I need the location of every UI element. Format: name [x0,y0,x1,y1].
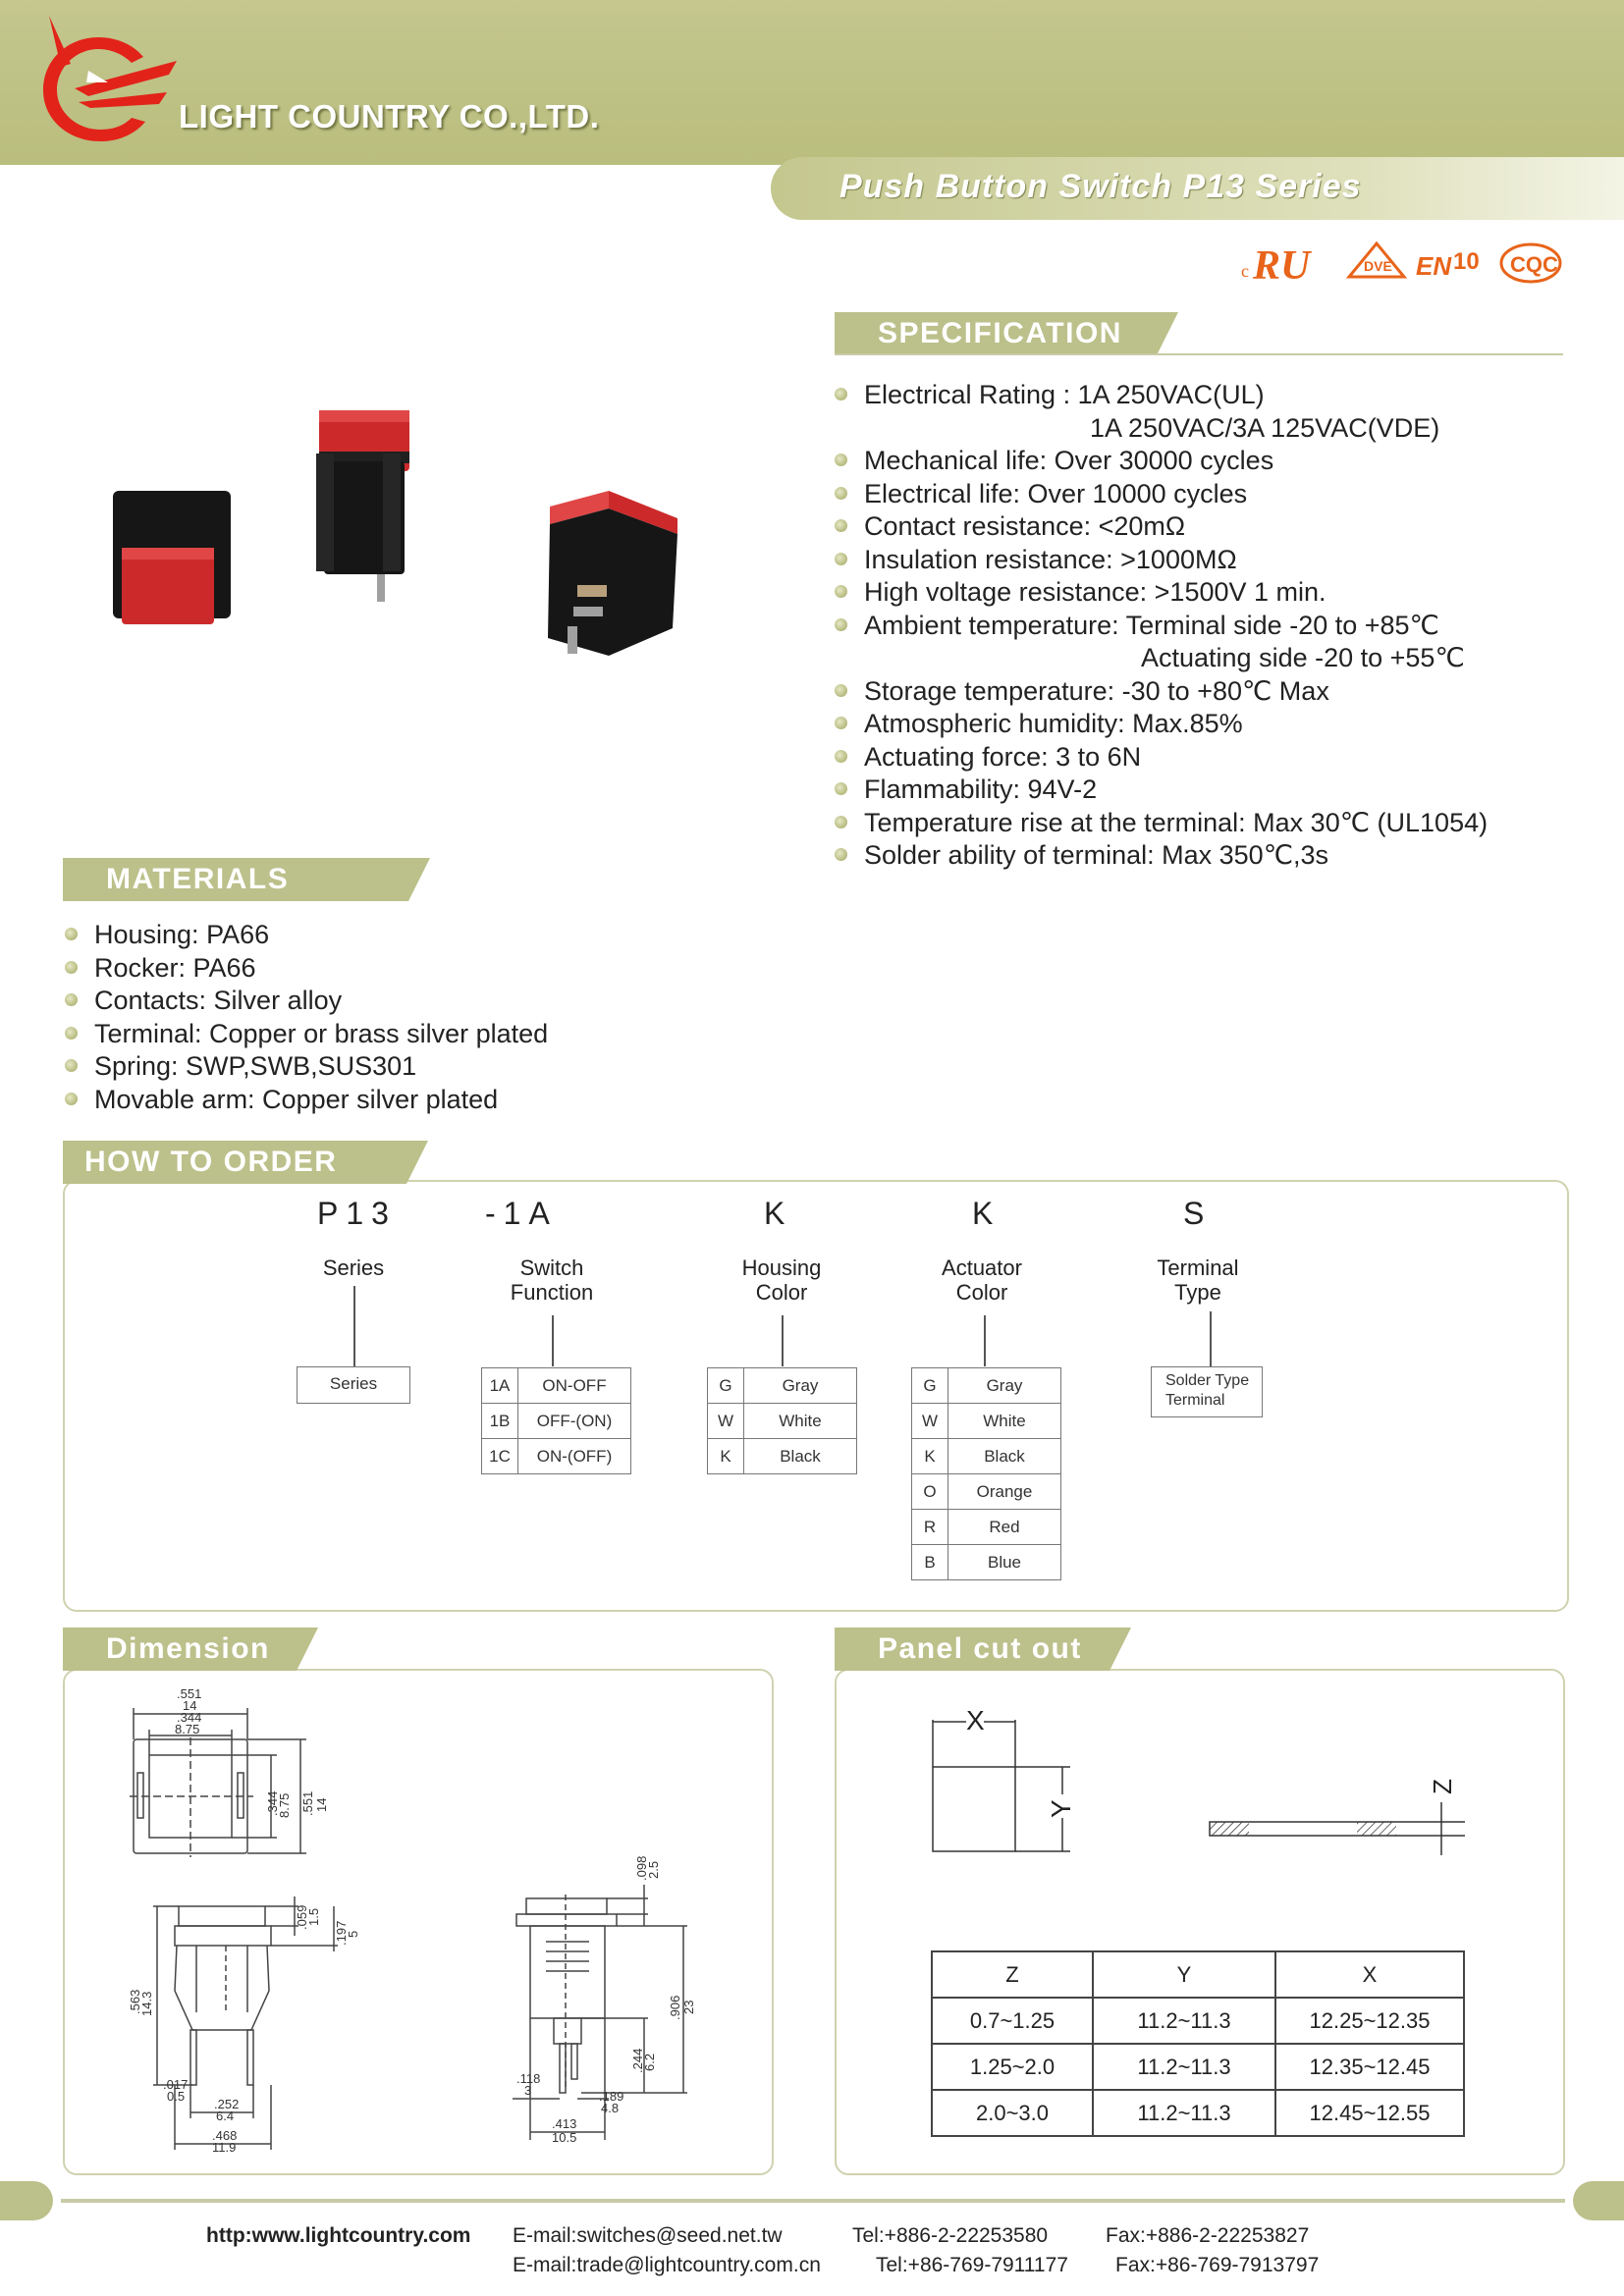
bullet-icon [65,928,78,940]
order-label-terminal: Terminal Type [1157,1255,1239,1305]
vde-cert-icon [1349,243,1404,277]
bullet-icon [835,684,847,697]
switch-photo-side [316,410,409,602]
table-row: G Gray [708,1368,857,1404]
svg-text:2.5: 2.5 [646,1860,661,1879]
dimension-drawing [98,1679,727,2160]
svg-text:.098: .098 [634,1855,649,1881]
function-options-table [481,1367,631,1474]
svg-text:0.5: 0.5 [167,2089,186,2104]
spec-item: Electrical Rating : 1A 250VAC(UL) [835,379,1488,412]
connector-line [1210,1311,1212,1366]
svg-text:6.2: 6.2 [642,2053,657,2071]
table-row: W White [708,1404,857,1439]
spec-item: Insulation resistance: >1000MΩ [835,544,1488,577]
bullet-icon [835,585,847,598]
table-row: K Black [708,1439,857,1474]
order-label-housing: Housing Color [741,1255,822,1305]
svg-text:.906: .906 [668,1995,682,2020]
svg-text:.252: .252 [214,2097,240,2111]
svg-text:6.4: 6.4 [216,2109,235,2123]
table-row: W White [912,1404,1061,1439]
bullet-icon [835,618,847,631]
order-label-series: Series [322,1255,385,1280]
footer-tab-left [0,2181,53,2220]
series-box: Series [297,1366,410,1404]
spec-item-continuation: 1A 250VAC/3A 125VAC(VDE) [1090,412,1440,443]
panel-cut-table [931,1950,1465,2137]
en10-cert-icon [1416,248,1480,281]
svg-text:10.5: 10.5 [552,2130,577,2145]
table-row: G Gray [912,1368,1061,1404]
terminal-box: Solder Type Terminal [1151,1366,1263,1417]
bullet-icon [835,750,847,763]
material-item: Spring: SWP,SWB,SUS301 [65,1050,548,1084]
order-code-terminal: S [1183,1196,1213,1231]
bullet-icon [835,717,847,729]
svg-text:8.75: 8.75 [175,1722,200,1736]
company-name: LIGHT COUNTRY CO.,LTD. [179,98,600,134]
switch-photo-angle [548,491,677,656]
material-item: Terminal: Copper or brass silver plated [65,1018,548,1051]
bullet-icon [65,961,78,974]
specification-heading: SPECIFICATION [835,312,1157,355]
footer-email-1[interactable]: E-mail:switches@seed.net.tw [513,2224,783,2247]
cqc-cert-icon [1501,244,1560,282]
svg-text:.244: .244 [630,2048,645,2073]
svg-text:.468: .468 [212,2128,238,2143]
svg-text:4.8: 4.8 [601,2101,620,2115]
divider [835,353,1563,355]
svg-text:.563: .563 [128,1989,142,2014]
connector-line [782,1315,784,1366]
table-row: 2.0~3.0 11.2~11.3 12.45~12.55 [932,2090,1464,2136]
svg-text:.551: .551 [177,1686,202,1701]
footer-tel-2: Tel:+86-769-7911177 [876,2254,1068,2276]
spec-item: Electrical life: Over 10000 cycles [835,478,1488,511]
svg-text:11.9: 11.9 [212,2140,237,2155]
svg-text:8.75: 8.75 [277,1792,292,1818]
spec-item: Flammability: 94V-2 [835,774,1488,807]
page-title: Push Button Switch P13 Series [839,168,1362,205]
svg-text:CQC: CQC [1510,252,1558,277]
footer-divider [61,2199,1565,2203]
connector-line [353,1286,355,1366]
how-to-order-heading: HOW TO ORDER [63,1141,406,1184]
svg-text:.551: .551 [300,1790,315,1816]
footer-fax-1: Fax:+886-2-22253827 [1106,2224,1310,2247]
footer-email-2[interactable]: E-mail:trade@lightcountry.com.cn [513,2254,821,2276]
order-code-housing: K [764,1196,793,1231]
svg-text:3: 3 [524,2083,532,2098]
materials-list [65,919,548,1116]
svg-text:.118: .118 [516,2071,541,2086]
svg-text:.413: .413 [552,2116,577,2131]
switch-photo-front [113,491,231,624]
svg-text:.017: .017 [163,2077,189,2092]
spec-item: Ambient temperature: Terminal side -20 to +85℃ [835,610,1488,643]
svg-text:.344: .344 [177,1710,202,1725]
table-row: R Red [912,1510,1061,1545]
svg-text:Y: Y [1046,1799,1076,1818]
specification-list [835,379,1488,873]
table-header-row: Z Y X [932,1951,1464,1998]
panel-cut-heading: Panel cut out [835,1628,1110,1671]
company-logo [29,10,177,147]
bullet-icon [65,993,78,1006]
spec-item-continuation: Actuating side -20 to +55℃ [1141,643,1465,672]
cert-marks [1239,236,1563,290]
table-row: 1.25~2.0 11.2~11.3 12.35~12.45 [932,2044,1464,2090]
svg-text:14: 14 [314,1797,329,1812]
actuator-options-table [911,1367,1061,1580]
spec-item: Atmospheric humidity: Max.85% [835,708,1488,741]
order-label-actuator: Actuator Color [942,1255,1022,1305]
materials-heading: MATERIALS [63,858,408,901]
svg-text:.059: .059 [295,1904,309,1930]
table-row: K Black [912,1439,1061,1474]
table-row: B Blue [912,1545,1061,1580]
table-row: 1B OFF-(ON) [482,1404,631,1439]
svg-text:c: c [1241,261,1249,281]
spec-item: Solder ability of terminal: Max 350℃,3s [835,839,1488,873]
bullet-icon [835,848,847,861]
bullet-icon [835,519,847,532]
bullet-icon [65,1027,78,1040]
svg-text:RU: RU [1253,243,1311,289]
table-row: O Orange [912,1474,1061,1510]
svg-text:23: 23 [681,2000,696,2014]
spec-item: Contact resistance: <20mΩ [835,510,1488,544]
table-row: 1A ON-OFF [482,1368,631,1404]
svg-text:.189: .189 [599,2089,624,2104]
material-item: Housing: PA66 [65,919,548,952]
svg-text:14.3: 14.3 [139,1991,154,2016]
svg-text:.344: .344 [265,1790,280,1816]
svg-text:EN: EN [1416,251,1452,281]
bullet-icon [65,1059,78,1072]
connector-line [984,1315,986,1366]
order-label-function: Switch Function [510,1255,594,1305]
svg-text:14: 14 [183,1698,197,1713]
svg-text:1.5: 1.5 [306,1907,321,1926]
spec-item: Storage temperature: -30 to +80℃ Max [835,675,1488,709]
panel-cut-drawing [884,1688,1473,1865]
spec-item: Mechanical life: Over 30000 cycles [835,445,1488,478]
bullet-icon [835,487,847,500]
header-band [0,0,1624,165]
svg-text:.197: .197 [334,1920,349,1946]
connector-line [552,1315,554,1366]
bullet-icon [835,454,847,466]
order-code-function: -1A [485,1196,558,1231]
svg-text:5: 5 [346,1930,360,1938]
material-item: Rocker: PA66 [65,952,548,986]
footer-website-link[interactable]: http:www.lightcountry.com [206,2224,471,2247]
footer-tab-right [1573,2181,1624,2220]
svg-text:DVE: DVE [1364,258,1392,274]
material-item: Movable arm: Copper silver plated [65,1084,548,1117]
ul-cert-icon [1241,243,1313,289]
product-photos [98,393,687,667]
bullet-icon [835,782,847,795]
order-code-series: P13 [317,1196,397,1231]
bullet-icon [835,816,847,828]
svg-text:Z: Z [1428,1779,1457,1794]
bullet-icon [65,1093,78,1105]
dimension-heading: Dimension [63,1628,297,1671]
spec-item: High voltage resistance: >1500V 1 min. [835,576,1488,610]
svg-text:10: 10 [1453,248,1480,275]
svg-text:X: X [966,1705,985,1735]
material-item: Contacts: Silver alloy [65,985,548,1018]
spec-item: Actuating force: 3 to 6N [835,741,1488,774]
order-code-actuator: K [972,1196,1001,1231]
table-row: 0.7~1.25 11.2~11.3 12.25~12.35 [932,1998,1464,2044]
bullet-icon [835,553,847,565]
footer-tel-1: Tel:+886-2-22253580 [852,2224,1049,2247]
spec-item: Temperature rise at the terminal: Max 30℃ (UL1054) [835,807,1488,840]
housing-options-table [707,1367,857,1474]
footer-fax-2: Fax:+86-769-7913797 [1115,2254,1320,2276]
table-row: 1C ON-(OFF) [482,1439,631,1474]
bullet-icon [835,388,847,400]
